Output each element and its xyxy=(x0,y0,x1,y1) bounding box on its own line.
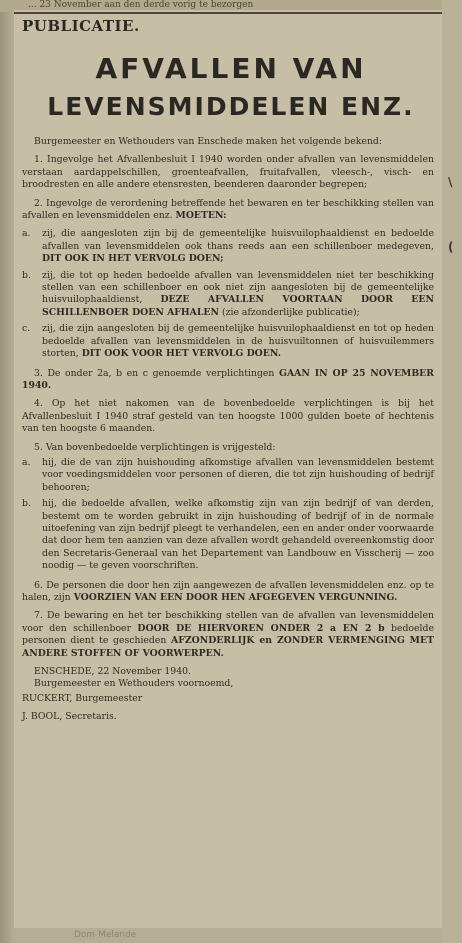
list-item xyxy=(22,323,434,360)
section-5-lead: 5. Van bovenbedoelde verplichtingen is vrijgesteld: xyxy=(34,441,276,453)
item-text xyxy=(42,228,434,265)
signature-mayor: RUCKERT, Burgemeester xyxy=(22,692,143,704)
section-3-text: 3. De onder 2a, b en c genoemde verplichtingen xyxy=(34,367,275,379)
section-7-text-2: bedoelde personen dient te geschieden xyxy=(22,622,434,647)
list-item xyxy=(22,498,434,572)
section-6 xyxy=(22,580,434,605)
item-text xyxy=(42,323,434,360)
section-2-text: 2. Ingevolge de verordening betreffende het bewaren en ter beschikking stellen van afvallen en levensmiddelen enz. xyxy=(22,197,434,222)
item-body: hij, die de van zijn huishouding afkomstige afvallen van levensmiddelen bestemt voor voedingsmiddelen voor personen of dieren, die tot zijn huishouding of bedrijf behooren; xyxy=(42,456,434,493)
section-7 xyxy=(22,610,434,660)
section-7-emphasis: DOOR DE HIERVOREN ONDER 2 a EN 2 b xyxy=(137,622,385,634)
item-tail: (zie afzonderlijke publicatie); xyxy=(221,306,360,318)
place-date: ENSCHEDE, 22 November 1940. xyxy=(34,666,192,678)
previous-article-text: ... 23 November aan den derde vorig te bezorgen xyxy=(28,0,254,10)
article-body xyxy=(22,136,434,730)
section-7-text: 7. De bewaring en het ter beschikking stellen van de afvallen van levensmiddelen voor den schillenboer xyxy=(22,610,434,634)
section-2-lead xyxy=(22,198,434,223)
adjacent-column xyxy=(442,0,462,943)
list-item xyxy=(22,228,434,265)
section-2-emphasis: MOETEN: xyxy=(175,210,227,222)
publication-label: PUBLICATIE. xyxy=(22,17,140,35)
list-item xyxy=(22,270,434,320)
section-6-text: 6. De personen die door hen zijn aangewezen de afvallen levensmiddelen enz. op te halen, zijn xyxy=(22,579,434,603)
item-label: a. xyxy=(22,228,31,240)
item-label: c. xyxy=(22,323,31,335)
top-rule xyxy=(14,12,442,14)
headline-line-2: LEVENSMIDDELEN ENZ. xyxy=(47,92,415,121)
item-body: zij, die aangesloten zijn bij de gemeentelijke huisvuilophaaldienst en bedoelde afvallen van levensmiddelen ook thans reeds aan een schillenboer medegeven, xyxy=(42,228,434,252)
item-label: b. xyxy=(22,269,31,281)
signature-secretary: J. BOOL, Secretaris. xyxy=(22,711,117,723)
item-emphasis: DIT OOK VOOR HET VERVOLG DOEN. xyxy=(81,348,281,360)
item-text xyxy=(42,270,434,320)
item-label: a. xyxy=(22,456,31,468)
item-body: zij, die tot op heden bedoelde afvallen van levensmiddelen niet ter beschikking stellen van een schillenboer en ook niet zijn aangesloten bij de gemeentelijke huisvuilophaaldienst, xyxy=(42,269,434,306)
item-label: b. xyxy=(22,498,31,510)
section-4: 4. Op het niet nakomen van de bovenbedoelde verplichtingen is bij het Afvallenbesluit I 1940 straf gesteld van ten hoogste 1000 gulden boete of hechtenis van ten hoogste 6 maanden. xyxy=(22,398,434,435)
headline-line-1: AFVALLEN VAN xyxy=(95,52,367,85)
next-article-text: Dom Melande xyxy=(74,930,137,940)
section-3 xyxy=(22,368,434,393)
list-item xyxy=(22,457,434,494)
item-body: zij, die zijn aangesloten bij de gemeentelijke huisvuilophaaldienst en tot op heden bedoelde afvallen van levensmiddelen in de huisvuiltonnen of huisvuilemmers storten, xyxy=(42,323,434,360)
section-3-emphasis: GAAN IN OP 25 NOVEMBER 1940. xyxy=(22,367,434,391)
item-emphasis: DIT OOK IN HET VERVOLG DOEN; xyxy=(42,253,224,265)
authority-line: Burgemeester en Wethouders voornoemd, xyxy=(34,678,234,690)
page-gutter xyxy=(0,0,14,943)
intro-paragraph: Burgemeester en Wethouders van Enschede maken het volgende bekend: xyxy=(34,136,382,147)
section-1: 1. Ingevolge het Afvallenbesluit I 1940 worden onder afvallen van levensmiddelen verstaan aardappelschillen, groenteafvallen, fruitafvallen, vleesch-, visch- en broodresten en alle andere etensresten, beenderen daaronder begrepen; xyxy=(22,154,434,191)
next-article-strip xyxy=(14,928,442,943)
adjacent-mark: \ xyxy=(448,175,453,189)
item-emphasis: DEZE AFVALLEN VOORTAAN DOOR EEN SCHILLENBOER DOEN AFHALEN xyxy=(42,294,434,318)
adjacent-mark: ( xyxy=(448,240,454,254)
section-7-emphasis-2: AFZONDERLIJK en ZONDER VERMENGING MET ANDERE STOFFEN OF VOORWERPEN. xyxy=(22,635,434,659)
item-body: hij, die bedoelde afvallen, welke afkomstig zijn van zijn bedrijf of van derden, bestemt om te worden gebruikt in zijn huishouding of bedrijf of in de normale uitoefening van zijn bedrijf pleegt te verhandelen, een en ander onder voorwaarde dat door hem ten aanzien van deze afvallen wordt gehandeld overeenkomstig door den Secretaris-Generaal van het Departement van Landbouw en Visscherij — zoo noodig — te geven voorschriften. xyxy=(42,498,434,572)
section-6-emphasis: VOORZIEN VAN EEN DOOR HEN AFGEGEVEN VERGUNNING. xyxy=(73,592,398,603)
